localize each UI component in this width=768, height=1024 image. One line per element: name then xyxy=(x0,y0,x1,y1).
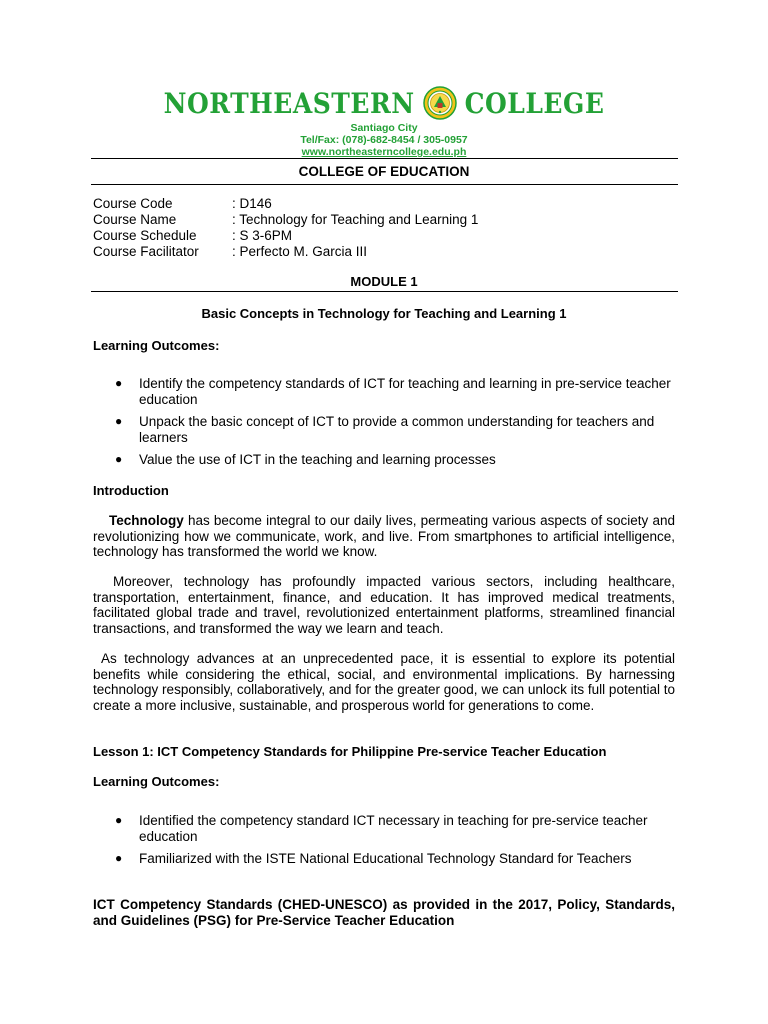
list-item-text: Identified the competency standard ICT necessary in teaching for pre-service teacher education xyxy=(139,813,648,844)
intro-paragraph-2: Moreover, technology has profoundly impacted various sectors, including healthcare, transportation, entertainment, finance, and education. It has improved medical treatments, facilitated global trade and travel, revolutionized entertainment platforms, streamlined financial transactions, and transformed the way we learn and teach. xyxy=(93,574,675,636)
bullet-icon: ● xyxy=(115,414,123,428)
college-website-link[interactable]: www.northeasterncollege.edu.ph xyxy=(301,146,467,158)
course-facilitator-value: : Perfecto M. Garcia III xyxy=(232,244,368,259)
course-name-label: Course Name xyxy=(93,212,177,227)
learning-outcomes-heading: Learning Outcomes: xyxy=(93,338,220,353)
college-name-banner xyxy=(0,86,768,120)
list-item xyxy=(93,376,678,414)
bullet-icon: ● xyxy=(115,376,123,390)
introduction-heading: Introduction xyxy=(93,483,169,498)
college-telfax: Tel/Fax: (078)-682-8454 / 305-0957 xyxy=(300,134,468,146)
list-item xyxy=(93,813,678,851)
course-name-row xyxy=(93,212,478,228)
bullet-icon: ● xyxy=(115,452,123,466)
lesson-1-outcomes-heading: Learning Outcomes: xyxy=(93,774,220,789)
intro-keyword: Technology xyxy=(109,513,184,528)
course-schedule-row xyxy=(93,228,478,244)
course-facilitator-row xyxy=(93,244,478,260)
list-item-text: Unpack the basic concept of ICT to provide a common understanding for teachers and learners xyxy=(139,414,655,445)
college-city: Santiago City xyxy=(350,122,418,134)
college-name-right: COLLEGE xyxy=(464,86,605,120)
intro-paragraph-1-text: has become integral to our daily lives, permeating various aspects of society and revolutionizing how we communicate, work, and live. From smartphones to artificial intelligence, technology has transformed the world we know. xyxy=(93,513,675,559)
department-title: COLLEGE OF EDUCATION xyxy=(298,164,470,179)
intro-paragraph-3: As technology advances at an unprecedented pace, it is essential to explore its potential benefits while considering the ethical, social, and environmental implications. By harnessing technology responsibly, collaboratively, and for the greater good, we can unlock its full potential to create a more inclusive, sustainable, and prosperous world for generations to come. xyxy=(93,651,675,713)
course-schedule-label: Course Schedule xyxy=(93,228,197,243)
lesson-1-outcomes-list xyxy=(93,813,678,867)
list-item-text: Value the use of ICT in the teaching and learning processes xyxy=(139,452,496,467)
college-name-left: NORTHEASTERN xyxy=(163,86,415,120)
bullet-icon: ● xyxy=(115,813,123,827)
module-title: MODULE 1 xyxy=(350,274,418,289)
course-code-value: : D146 xyxy=(232,196,272,211)
course-name-value: : Technology for Teaching and Learning 1 xyxy=(232,212,479,227)
course-facilitator-label: Course Facilitator xyxy=(93,244,199,259)
list-item xyxy=(93,414,678,452)
bullet-icon: ● xyxy=(115,851,123,865)
list-item xyxy=(93,851,678,867)
course-schedule-value: : S 3-6PM xyxy=(232,228,293,243)
lesson-1-heading: Lesson 1: ICT Competency Standards for Philippine Pre-service Teacher Education xyxy=(93,744,607,759)
course-code-label: Course Code xyxy=(93,196,173,211)
module-subtitle: Basic Concepts in Technology for Teaching and Learning 1 xyxy=(201,306,567,321)
list-item-text: Identify the competency standards of ICT for teaching and learning in pre-service teacher education xyxy=(139,376,671,407)
module-divider xyxy=(91,291,678,292)
ict-standards-heading: ICT Competency Standards (CHED-UNESCO) as provided in the 2017, Policy, Standards, and Guidelines (PSG) for Pre-Service Teacher Education xyxy=(93,897,675,928)
list-item xyxy=(93,452,678,468)
intro-paragraph-1 xyxy=(93,513,675,560)
list-item-text: Familiarized with the ISTE National Educational Technology Standard for Teachers xyxy=(139,851,632,866)
course-info-block xyxy=(93,196,478,260)
learning-outcomes-list xyxy=(93,376,678,468)
header-divider-bottom xyxy=(91,184,678,185)
header-divider-top xyxy=(91,158,678,159)
college-seal-icon xyxy=(423,86,457,120)
course-code-row xyxy=(93,196,478,212)
